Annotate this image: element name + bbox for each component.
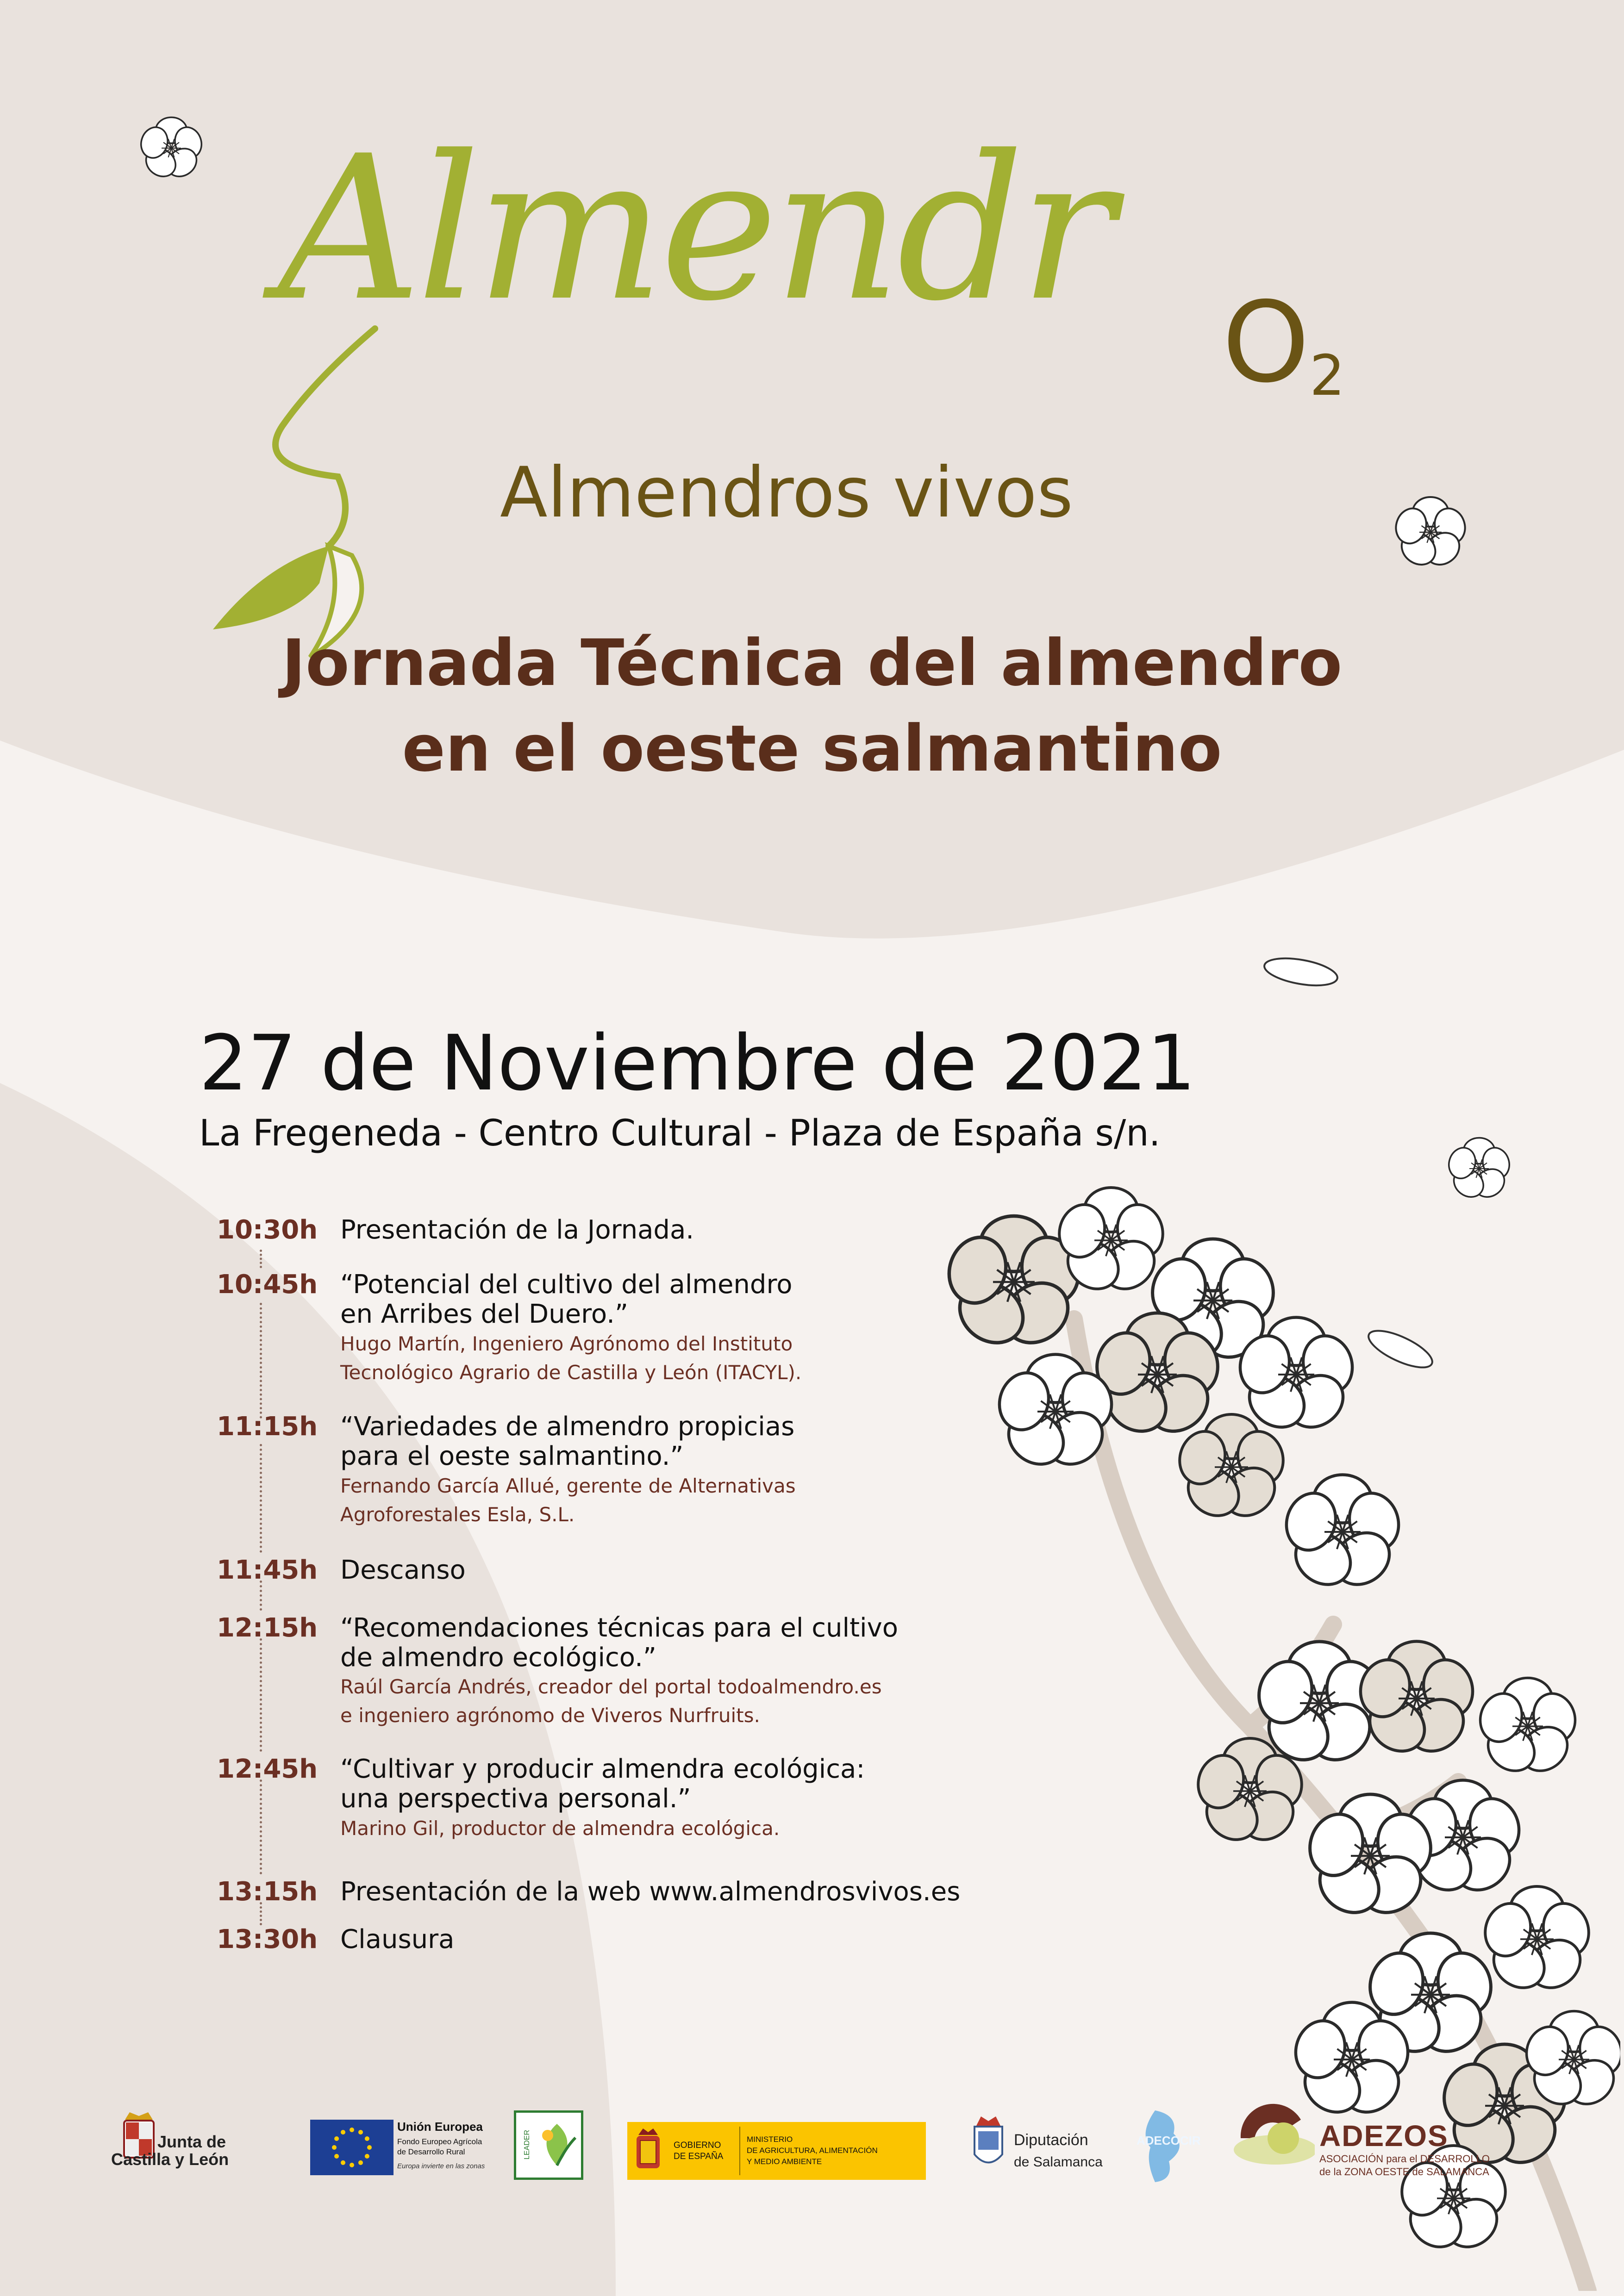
- eu-line-1: Fondo Europeo Agrícola: [397, 2137, 482, 2146]
- adezos-logo: [1231, 2101, 1518, 2184]
- coat-of-arms-icon: [970, 2113, 1007, 2173]
- timeline-connector: [260, 1638, 262, 1752]
- eu-star-icon: [332, 2145, 337, 2150]
- schedule-title: para el oeste salmantino.”: [340, 1441, 684, 1471]
- small-blossom-icon: [1361, 467, 1500, 597]
- eu-star-icon: [341, 2130, 345, 2134]
- schedule-time: 11:15h: [217, 1412, 318, 1442]
- logo-o2: [1222, 278, 1345, 408]
- schedule-time: 12:45h: [217, 1754, 318, 1784]
- eu-flag-icon: [310, 2120, 394, 2175]
- gobierno-left-2: DE ESPAÑA: [674, 2152, 724, 2161]
- eu-feader-logo: [310, 2120, 505, 2180]
- logo-subtitle: Almendros vivos: [500, 453, 1074, 533]
- schedule-speaker: Hugo Martín, Ingeniero Agrónomo del Instituto: [340, 1332, 793, 1355]
- logo-o2-main: O: [1222, 278, 1310, 407]
- almond-blossom-icon: [1279, 1475, 1405, 1595]
- diputacion-line-1: Diputación: [1014, 2131, 1088, 2149]
- schedule-time: 13:30h: [217, 1924, 318, 1954]
- gobierno-right-3: Y MEDIO AMBIENTE: [747, 2157, 822, 2166]
- schedule-title: en Arribes del Duero.”: [340, 1299, 628, 1329]
- jcyl-line-2: Castilla y León: [111, 2150, 229, 2169]
- almond-blossom-icon: [1445, 1138, 1513, 1203]
- event-date: 27 de Noviembre de 2021: [199, 1019, 1196, 1108]
- eu-line-2: de Desarrollo Rural: [397, 2147, 465, 2156]
- diputacion-line-2: de Salamanca: [1014, 2154, 1103, 2170]
- schedule-time: 12:15h: [217, 1613, 318, 1643]
- event-title: [0, 620, 1624, 791]
- gobierno-divider: [739, 2127, 740, 2175]
- schedule-speaker: Marino Gil, productor de almendra ecológica.: [340, 1817, 780, 1840]
- sponsor-logos: [0, 2101, 1624, 2194]
- adecocir-label: ADECOCIR: [1137, 2134, 1201, 2147]
- almond-blossom-icon: [1173, 1414, 1290, 1525]
- almond-blossom-icon: [1474, 1678, 1581, 1780]
- schedule-title: “Cultivar y producir almendra ecológica:: [340, 1754, 865, 1784]
- timeline-connector: [260, 1303, 262, 1419]
- schedule-speaker: Tecnológico Agrario de Castilla y León (ITACYL).: [340, 1361, 802, 1384]
- schedule-title: Descanso: [340, 1555, 466, 1585]
- schedule-title: “Variedades de almendro propicias: [340, 1412, 795, 1442]
- schedule-title: Clausura: [340, 1924, 455, 1954]
- event-title-line-1: Jornada Técnica del almendro: [281, 626, 1343, 700]
- small-blossom-icon: [1417, 1115, 1542, 1222]
- logo-title: Almendr: [278, 113, 1111, 345]
- schedule-title: “Recomendaciones técnicas para el cultivo: [340, 1613, 898, 1643]
- leader-label: LEADER: [523, 2129, 531, 2160]
- jcyl-logo: [111, 2110, 236, 2175]
- logo-o2-sub: 2: [1309, 344, 1345, 408]
- eu-star-icon: [365, 2154, 369, 2159]
- leader-logo: [514, 2110, 583, 2180]
- almond-blossom-icon: [1353, 1642, 1480, 1762]
- schedule-time: 10:30h: [217, 1215, 318, 1245]
- eu-tagline: Europa invierte en las zonas: [397, 2162, 485, 2170]
- event-title-line-2: en el oeste salmantino: [402, 711, 1222, 786]
- coat-of-arms-icon: [632, 2127, 664, 2175]
- gobierno-espana-logo: [627, 2122, 926, 2180]
- almond-blossom-icon: [1479, 1886, 1595, 1997]
- gobierno-right-1: MINISTERIO: [747, 2135, 793, 2144]
- eu-star-icon: [350, 2163, 354, 2167]
- eu-star-icon: [350, 2128, 354, 2132]
- adezos-name: ADEZOS: [1319, 2119, 1449, 2153]
- gobierno-left-1: GOBIERNO: [674, 2140, 721, 2150]
- schedule-time: 11:45h: [217, 1555, 318, 1585]
- petal-icon: [1361, 1324, 1440, 1375]
- adecocir-logo: [1132, 2106, 1215, 2184]
- adezos-line-2: de la ZONA OESTE de SALAMANCA: [1319, 2166, 1489, 2178]
- eu-star-icon: [367, 2145, 372, 2150]
- timeline-connector: [260, 1444, 262, 1553]
- almond-blossom-icon: [137, 118, 205, 182]
- schedule-speaker: Agroforestales Esla, S.L.: [340, 1503, 575, 1526]
- schedule-title: una perspectiva personal.”: [340, 1784, 691, 1814]
- eu-star-icon: [341, 2160, 345, 2165]
- event-venue: La Fregeneda - Centro Cultural - Plaza de España s/n.: [199, 1113, 1161, 1154]
- timeline-connector: [260, 1250, 262, 1268]
- petal-icon: [1259, 953, 1343, 990]
- eu-star-icon: [358, 2130, 363, 2134]
- eu-title: Unión Europea: [397, 2120, 483, 2134]
- almond-blossom-icon: [1392, 497, 1469, 571]
- schedule-speaker: e ingeniero agrónomo de Viveros Nurfruits.: [340, 1704, 760, 1727]
- schedule-title: Presentación de la web www.almendrosvivos.es: [340, 1877, 961, 1907]
- schedule-title: Presentación de la Jornada.: [340, 1215, 694, 1245]
- eu-star-icon: [358, 2160, 363, 2165]
- eu-star-icon: [334, 2136, 339, 2141]
- adezos-line-1: ASOCIACIÓN para el DESARROLLO: [1319, 2153, 1490, 2165]
- timeline-connector: [260, 1780, 262, 1874]
- schedule-time: 13:15h: [217, 1877, 318, 1907]
- diputacion-salamanca-logo: [970, 2110, 1118, 2180]
- leaf-icon: [199, 324, 394, 666]
- schedule-speaker: Fernando García Allué, gerente de Alternativas: [340, 1475, 796, 1497]
- small-blossom-icon: [106, 93, 236, 204]
- jcyl-line-1: Junta de: [157, 2132, 226, 2151]
- schedule-title: de almendro ecológico.”: [340, 1643, 656, 1673]
- eu-star-icon: [365, 2136, 369, 2141]
- schedule-speaker: Raúl García Andrés, creador del portal todoalmendro.es: [340, 1675, 882, 1698]
- schedule-time: 10:45h: [217, 1269, 318, 1300]
- eu-star-icon: [334, 2154, 339, 2159]
- adezos-symbol-icon: [1231, 2101, 1315, 2166]
- schedule-title: “Potencial del cultivo del almendro: [340, 1269, 793, 1300]
- gobierno-right-2: DE AGRICULTURA, ALIMENTACIÓN: [747, 2146, 878, 2155]
- leader-leaf-icon: [534, 2119, 580, 2170]
